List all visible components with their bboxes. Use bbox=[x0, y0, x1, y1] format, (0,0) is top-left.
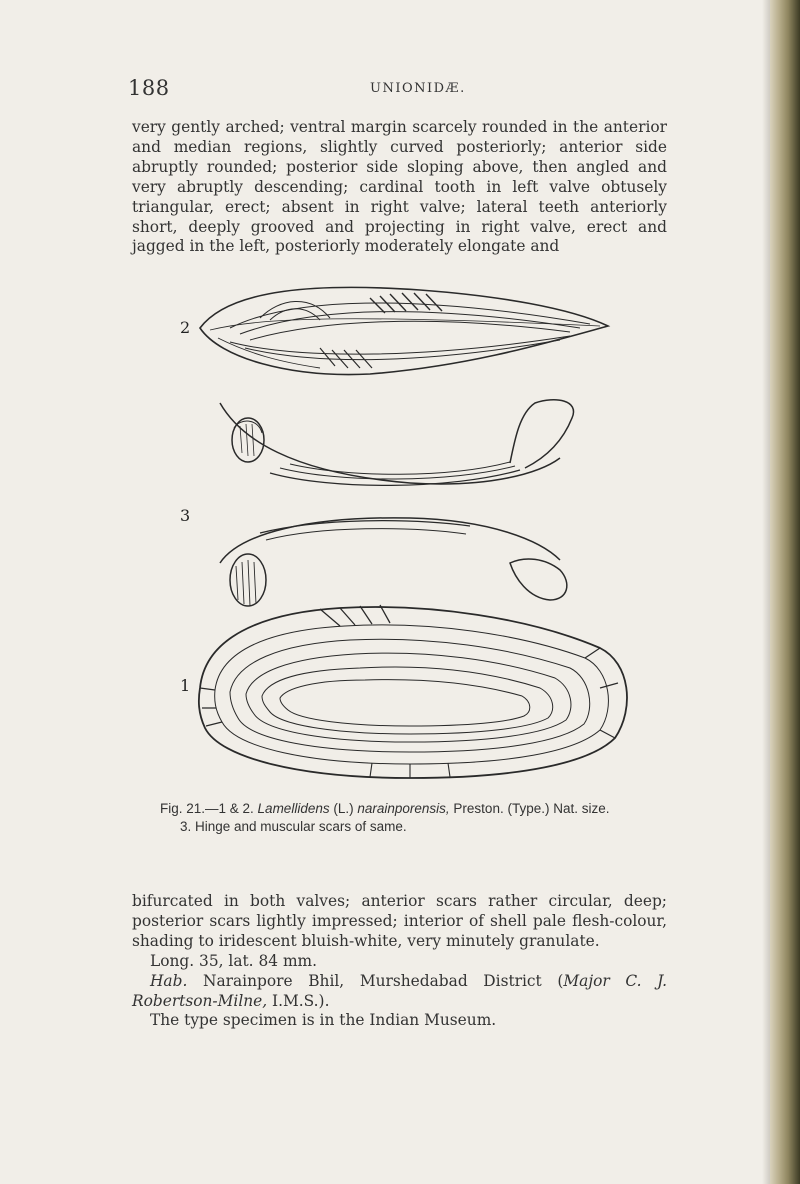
caption-line-2: 3. Hinge and muscular scars of same. bbox=[180, 819, 407, 834]
caption-genus: Lamellidens bbox=[257, 801, 330, 816]
section-title: UNIONIDÆ. bbox=[370, 81, 466, 96]
description-paragraph-bottom bbox=[132, 892, 667, 1031]
habitat-text: Narainpore Bhil, Murshedabad District ( bbox=[187, 971, 564, 990]
habitat-label: Hab. bbox=[150, 971, 188, 990]
measurements: Long. 35, lat. 84 mm. bbox=[150, 951, 318, 970]
habitat-collector: Major C. J. Robertson-Milne, bbox=[132, 971, 667, 1010]
caption-suffix: Preston. (Type.) Nat. size. bbox=[449, 801, 610, 816]
caption-line-1 bbox=[160, 800, 680, 818]
figure-caption bbox=[160, 800, 680, 836]
shell-dorsal-view bbox=[200, 287, 608, 374]
description-paragraph-top bbox=[132, 118, 667, 257]
habitat-end: I.M.S.). bbox=[267, 991, 330, 1010]
caption-authority: (L.) bbox=[329, 801, 358, 816]
description-text: very gently arched; ventral margin scarcely rounded in the anterior and median regions, slightly curved posteriorly; anterior side abruptly rounded; posterior side sloping above, then angled and very abruptly descending; cardinal tooth in left valve obtusely triangular, erect; absent in right valve; lateral teeth anteriorly short, deeply grooved and projecting in right valve, erect and jagged in the left, posteriorly moderately elongate and bbox=[132, 118, 667, 256]
shell-illustration bbox=[170, 278, 650, 788]
description-continuation: bifurcated in both valves; anterior scars rather circular, deep; posterior scars lightly impressed; interior of shell pale flesh-colour, shading to iridescent bluish-white, very minutely granulate. bbox=[132, 892, 667, 950]
shell-exterior-view bbox=[199, 605, 627, 778]
figure-label-2: 2 bbox=[180, 318, 191, 337]
habitat bbox=[132, 972, 667, 1012]
hinge-right-valve bbox=[220, 518, 567, 606]
hinge-left-valve bbox=[220, 400, 574, 486]
book-binding bbox=[770, 0, 800, 1184]
figure-label-1: 1 bbox=[180, 676, 191, 695]
caption-figure-number: Fig. 21.—1 & 2. bbox=[160, 801, 258, 816]
type-specimen-note: The type specimen is in the Indian Museum. bbox=[150, 1011, 497, 1030]
figure-label-3: 3 bbox=[180, 506, 191, 525]
binding-shadow bbox=[762, 0, 770, 1184]
running-head bbox=[128, 76, 688, 106]
page-number: 188 bbox=[128, 76, 170, 100]
caption-epithet: narainporensis, bbox=[357, 801, 450, 816]
figure-21 bbox=[170, 278, 650, 788]
